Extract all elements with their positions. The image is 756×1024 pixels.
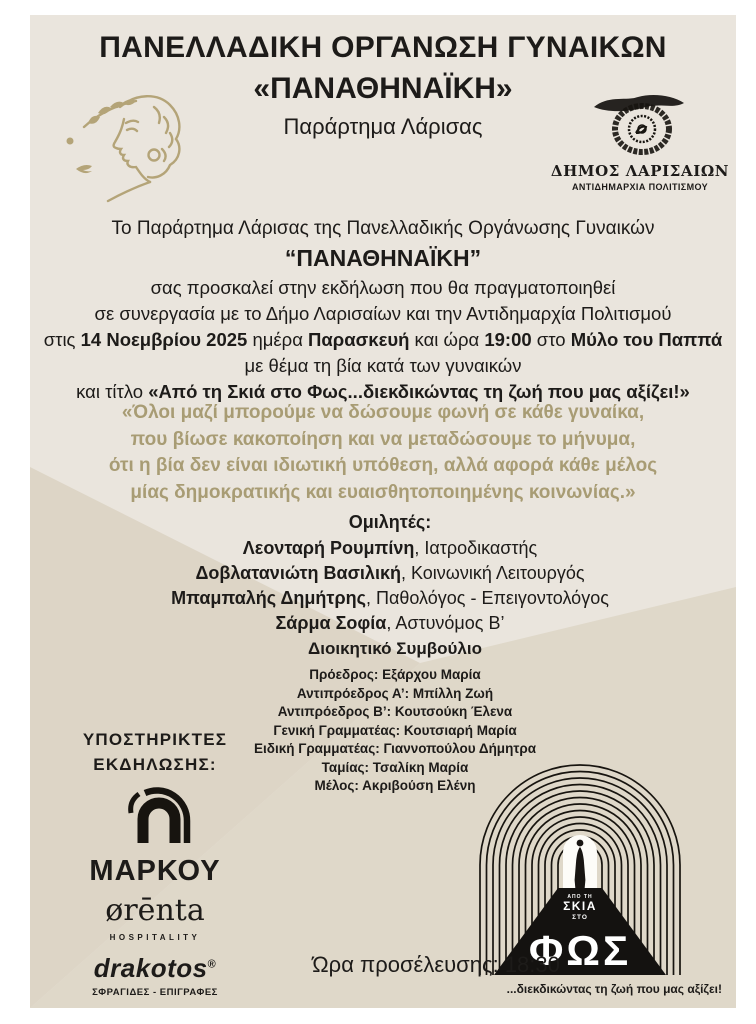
inv-line: σε συνεργασία με το Δήμο Λαρισαίων και την Αντιδημαρχία Πολιτισμού — [94, 303, 672, 324]
board-member: Γενική Γραμματέας: Κουτσιαρή Μαρία — [273, 722, 517, 738]
invitation-intro: Το Παράρτημα Λάρισας της Πανελλαδικής Οργάνωσης Γυναικών — [111, 218, 655, 239]
municipality-department: ΑΝΤΙΔΗΜΑΡΧΙΑ ΠΟΛΙΤΙΣΜΟΥ — [571, 182, 709, 192]
markou-logo-icon — [117, 785, 197, 847]
speaker-item: Λεονταρή Ρουμπίνη, Ιατροδικαστής — [242, 538, 538, 558]
poster — [30, 15, 736, 1008]
supporters-section — [50, 727, 260, 998]
inv-line: σας προσκαλεί στην εκδήλωση που θα πραγματοποιηθεί — [150, 277, 616, 298]
drakotos-logo-subtext: ΣΦΡΑΓΙΔΕΣ - ΕΠΙΓΡΑΦΕΣ — [92, 987, 218, 998]
supporters-title — [50, 727, 260, 777]
board-member: Μέλος: Ακριβούση Ελένη — [314, 778, 476, 793]
board-member: Αντιπρόεδρος Β’: Κουτσούκη Έλενα — [277, 704, 513, 719]
logo-apo-ti: ΑΠΟ ΤΗ — [567, 894, 593, 900]
event-logo-tunnel-icon — [455, 758, 705, 978]
inv-line: με θέμα τη βία κατά των γυναικών — [244, 355, 522, 376]
board-member: Αντιπρόεδρος Α’: Μπίλλη Ζωή — [296, 685, 494, 701]
speaker-item: Σάρμα Σοφία, Αστυνόμος Β’ — [275, 613, 505, 633]
athena-head-icon — [58, 85, 198, 213]
board-member: Ταμίας: Τσαλίκη Μαρία — [321, 759, 469, 775]
supporters-title-line2: ΕΚΔΗΛΩΣΗΣ: — [93, 755, 217, 774]
invitation-text — [30, 215, 736, 405]
speaker-item: Μπαμπαλής Δημήτρης, Παθολόγος - Επειγοντολόγος — [171, 588, 609, 608]
inv-line: στις 14 Νοεμβρίου 2025 ημέρα Παρασκευή και ώρα 19:00 στο Μύλο του Παππά — [43, 329, 723, 350]
drakotos-wordmark: drakotos — [93, 953, 208, 983]
board-member: Ειδική Γραμματέας: Γιαννοπούλου Δήμητρα — [254, 741, 536, 756]
branch-subtitle: Παράρτημα Λάρισας — [283, 114, 483, 139]
invitation-org-name: “ΠΑΝΑΘΗΝΑΪΚΗ” — [284, 245, 482, 271]
organization-title: ΠΑΝΕΛΛΑΔΙΚΗ ΟΡΓΑΝΩΣΗ ΓΥΝΑΙΚΩΝ — [99, 31, 667, 64]
municipality-emblem-icon — [580, 91, 700, 155]
markou-logo-text: ΜΑΡΚΟΥ — [89, 855, 221, 887]
speaker-item: Δοβλατανιώτη Βασιλική, Κοινωνική Λειτουργός — [195, 563, 585, 583]
registered-mark: ® — [207, 958, 217, 971]
board-member: Πρόεδρος: Εξάρχου Μαρία — [309, 667, 481, 682]
speakers-title: Ομιλητές: — [348, 512, 432, 532]
drakotos-logo-text — [50, 953, 260, 984]
municipality-logo — [535, 91, 736, 192]
municipality-name: ΔΗΜΟΣ ΛΑΡΙΣΑΙΩΝ — [550, 162, 730, 180]
inv-line: και τίτλο «Από τη Σκιά στο Φως...διεκδικώντας τη ζωή που μας αξίζει!» — [76, 381, 690, 402]
quote-line: που βίωσε κακοποίηση και να μεταδώσουμε το μήνυμα, — [130, 428, 636, 450]
organization-name: «ΠΑΝΑΘΗΝΑΪΚΗ» — [253, 72, 513, 105]
arrival-time: Ώρα προσέλευσης: 18:30 — [312, 952, 560, 977]
speakers-section — [43, 509, 736, 636]
logo-sto: ΣΤΟ — [572, 914, 588, 921]
logo-skia: ΣΚΙΑ — [563, 899, 597, 913]
orenta-logo-subtext: HOSPITALITY — [109, 933, 201, 942]
supporters-title-line1: ΥΠΟΣΤΗΡΙΚΤΕΣ — [82, 730, 228, 749]
quote-line: ότι η βία δεν είναι ιδιωτική υπόθεση, αλλά αφορά κάθε μέλος — [108, 455, 658, 476]
speakers-list — [43, 536, 736, 636]
board-title: Διοικητικό Συμβούλιο — [308, 639, 482, 658]
logo-fos: ΦΩΣ — [528, 927, 632, 974]
event-tagline: ...διεκδικώντας τη ζωή που μας αξίζει! — [506, 982, 722, 996]
invitation-lines — [30, 275, 736, 405]
quote-line: μίας δημοκρατικής και ευαισθητοποιημένης κοινωνίας.» — [130, 481, 636, 503]
quote-block — [30, 400, 736, 506]
orenta-logo-text: ørēnta — [105, 893, 205, 928]
quote-line: «Όλοι μαζί μπορούμε να δώσουμε φωνή σε κάθε γυναίκα, — [121, 402, 645, 423]
